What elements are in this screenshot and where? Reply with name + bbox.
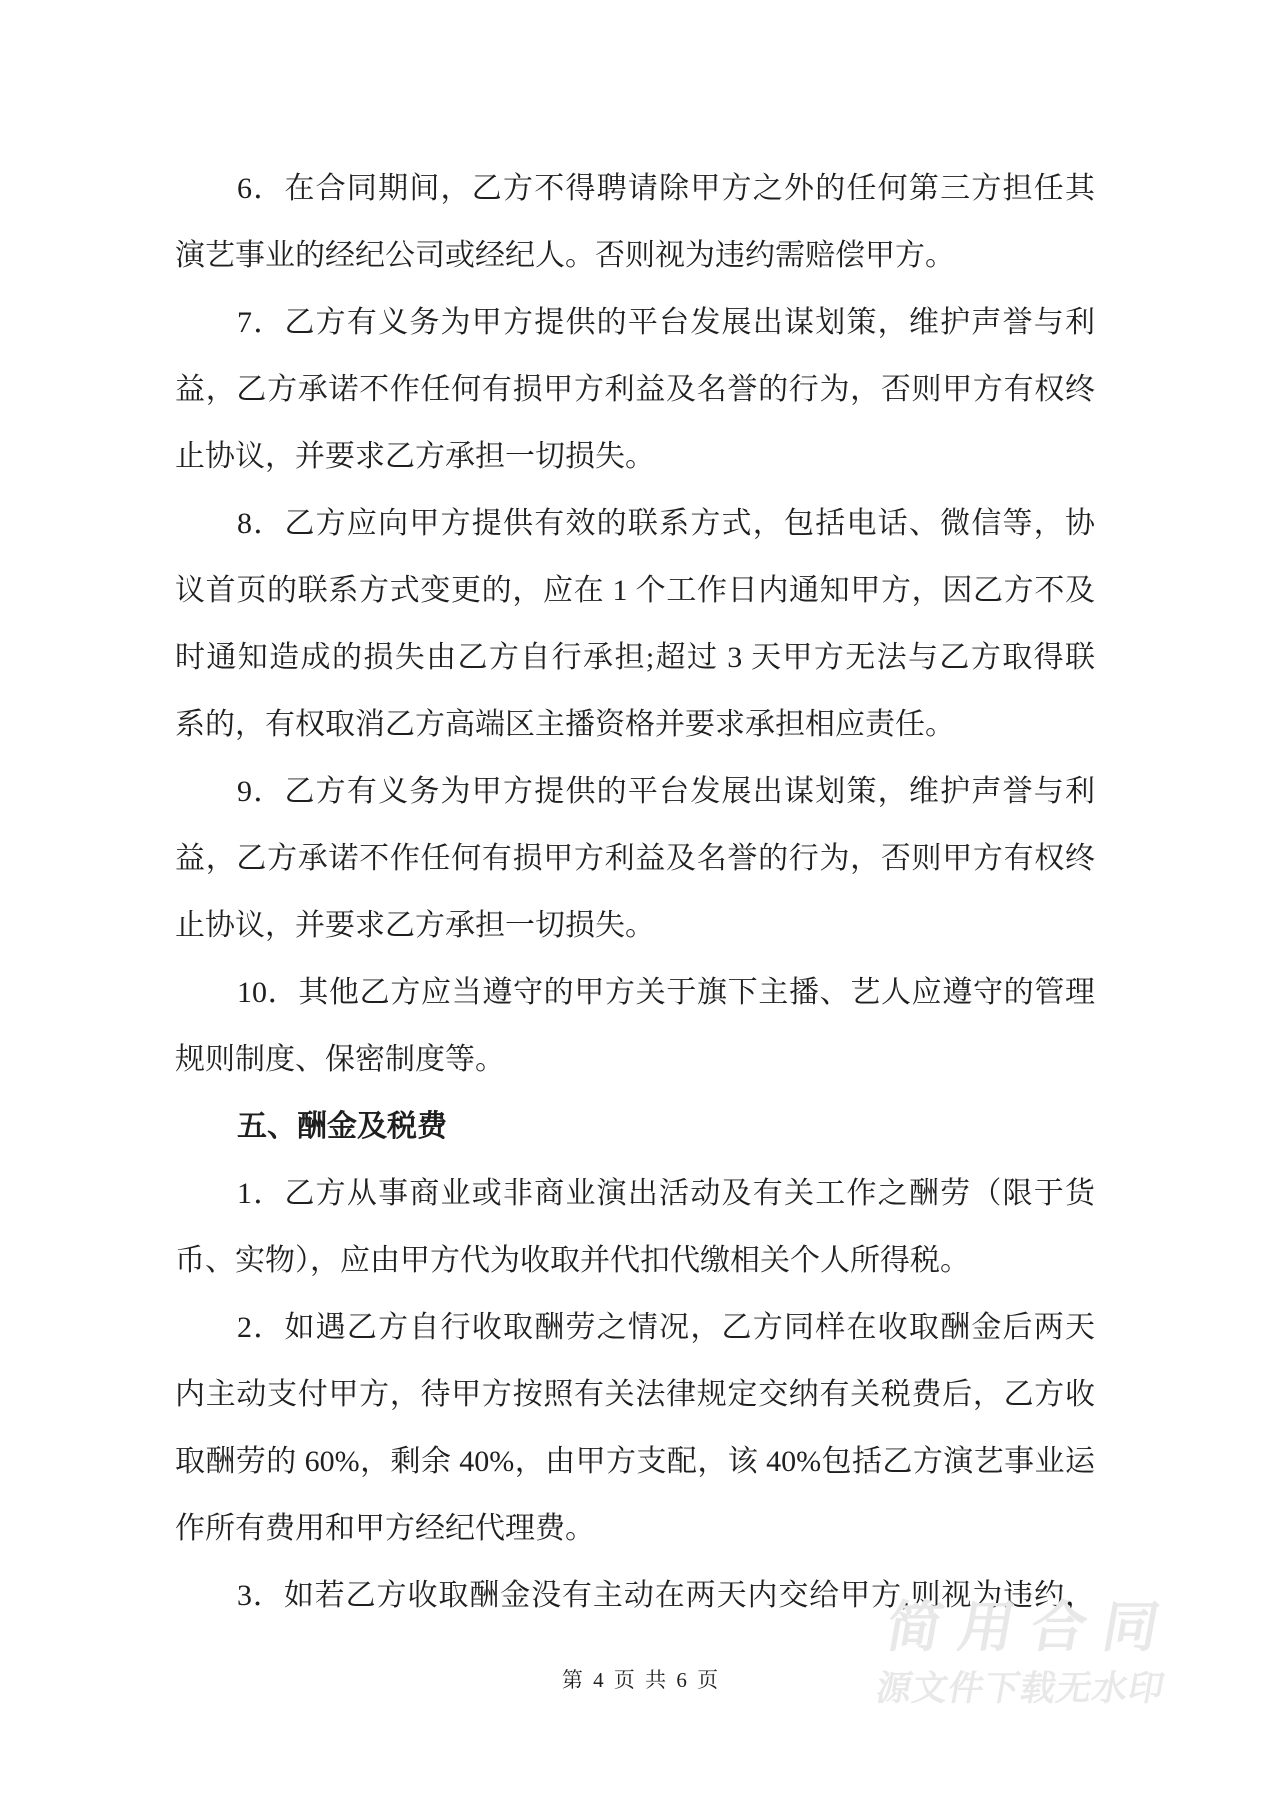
text-line: 7．乙方有义务为甲方提供的平台发展出谋划策，维护声誉与利 xyxy=(237,306,1095,339)
text-line: 规则制度、保密制度等。 xyxy=(175,1043,505,1076)
text-line: 演艺事业的经纪公司或经纪人。否则视为违约需赔偿甲方。 xyxy=(175,239,955,272)
text-line: 益，乙方承诺不作任何有损甲方利益及名誉的行为，否则甲方有权终 xyxy=(175,842,1095,875)
watermark-subtitle: 源文件下载无水印 xyxy=(873,1669,1169,1708)
text-line: 议首页的联系方式变更的，应在 1 个工作日内通知甲方，因乙方不及 xyxy=(175,574,1095,607)
text-line: 取酬劳的 60%，剩余 40%，由甲方支配，该 40%包括乙方演艺事业运 xyxy=(175,1445,1095,1478)
text-line: 作所有费用和甲方经纪代理费。 xyxy=(175,1512,595,1545)
contract-body xyxy=(175,171,1095,1645)
text-line: 币、实物），应由甲方代为收取并代扣代缴相关个人所得税。 xyxy=(175,1244,970,1277)
page-number-indicator: 第 4 页 共 6 页 xyxy=(561,1668,719,1692)
section-heading: 五、酬金及税费 xyxy=(237,1110,447,1143)
text-line: 6．在合同期间，乙方不得聘请除甲方之外的任何第三方担任其 xyxy=(237,172,1095,205)
text-line: 10．其他乙方应当遵守的甲方关于旗下主播、艺人应遵守的管理 xyxy=(237,976,1095,1009)
page-footer xyxy=(0,1664,1280,1694)
text-line: 1．乙方从事商业或非商业演出活动及有关工作之酬劳（限于货 xyxy=(237,1177,1095,1210)
text-line: 止协议，并要求乙方承担一切损失。 xyxy=(175,909,655,942)
text-line: 时通知造成的损失由乙方自行承担;超过 3 天甲方无法与乙方取得联 xyxy=(175,641,1095,674)
text-line: 系的，有权取消乙方高端区主播资格并要求承担相应责任。 xyxy=(175,708,955,741)
watermark-title: 简用合同 xyxy=(882,1596,1181,1658)
text-line: 内主动支付甲方，待甲方按照有关法律规定交纳有关税费后，乙方收 xyxy=(175,1378,1095,1411)
text-line: 3．如若乙方收取酬金没有主动在两天内交给甲方,则视为违约， xyxy=(237,1579,1095,1612)
text-line: 9．乙方有义务为甲方提供的平台发展出谋划策，维护声誉与利 xyxy=(237,775,1095,808)
text-line: 止协议，并要求乙方承担一切损失。 xyxy=(175,440,655,473)
text-line: 2．如遇乙方自行收取酬劳之情况，乙方同样在收取酬金后两天 xyxy=(237,1311,1095,1344)
text-line: 益，乙方承诺不作任何有损甲方利益及名誉的行为，否则甲方有权终 xyxy=(175,373,1095,406)
text-line: 8．乙方应向甲方提供有效的联系方式，包括电话、微信等，协 xyxy=(237,507,1095,540)
